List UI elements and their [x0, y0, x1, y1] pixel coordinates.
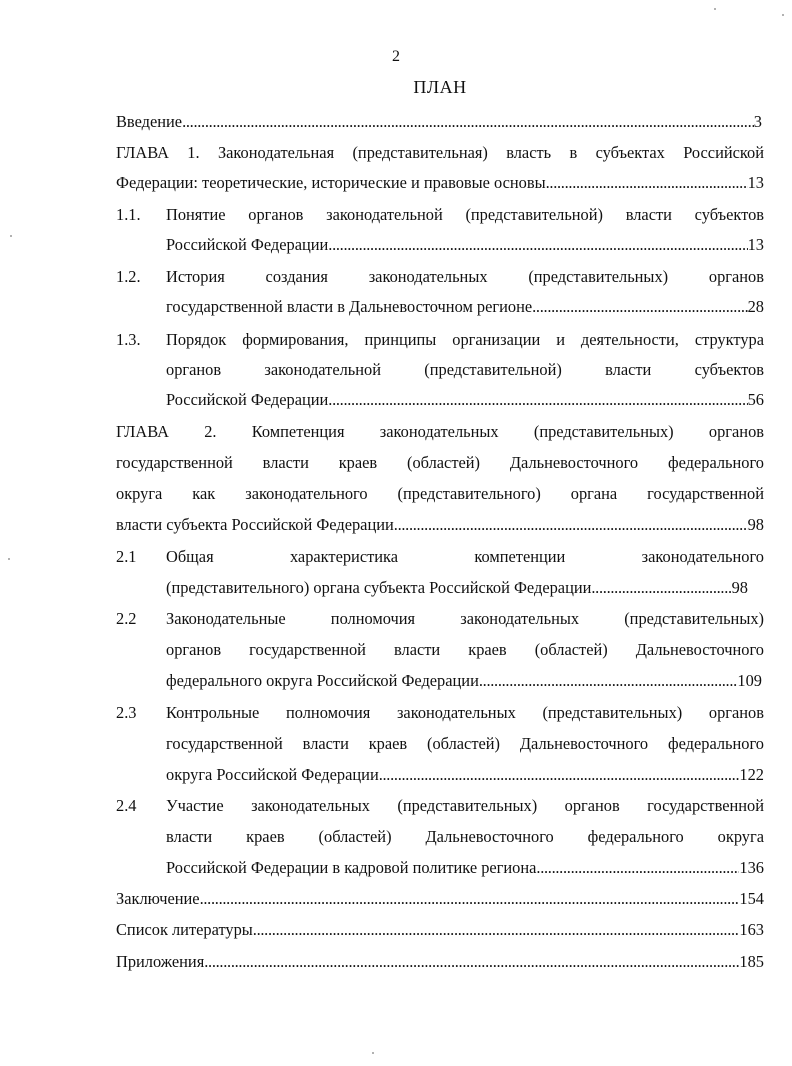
toc-entry-text: округа Российской Федерации	[166, 765, 379, 784]
toc-chapter-2	[116, 514, 764, 536]
leader-dots	[479, 670, 738, 692]
toc-entry-appendix	[116, 951, 764, 973]
toc-entry-text: Введение	[116, 112, 183, 131]
toc-chapter-2-line: ГЛАВА 2. Компетенция законодательных (представительных) органов	[116, 422, 764, 441]
toc-page-number: 3	[753, 112, 762, 131]
toc-section-2-2-line: Законодательные полномочия законодательных (представительных)	[166, 609, 764, 628]
scan-speck	[372, 1052, 374, 1054]
toc-page-number: 98	[747, 515, 764, 534]
leader-dots	[253, 919, 740, 941]
toc-entry-text: Заключение	[116, 889, 200, 908]
toc-section-1-2	[166, 296, 764, 318]
toc-entry-text: государственной власти в Дальневосточном регионе	[166, 297, 533, 316]
toc-section-2-4-line: Участие законодательных (представительных) органов государственной	[166, 796, 764, 815]
leader-dots	[200, 888, 740, 910]
leader-dots	[204, 951, 739, 973]
toc-page-number: 136	[739, 858, 764, 877]
toc-page-number: 56	[747, 390, 764, 409]
leader-dots	[328, 234, 747, 256]
toc-chapter-2-line: округа как законодательного (представительного) органа государственной	[116, 484, 764, 503]
toc-section-1-3-line: органов законодательной (представительной) власти субъектов	[166, 360, 764, 379]
toc-section-1-3-line: Порядок формирования, принципы организации и деятельности, структура	[166, 330, 764, 349]
toc-section-2-3	[166, 764, 764, 786]
leader-dots	[182, 111, 754, 133]
toc-page-number: 13	[747, 235, 764, 254]
toc-entry-text: (представительного) органа субъекта Российской Федерации	[166, 578, 592, 597]
toc-section-1-2-line: История создания законодательных (представительных) органов	[166, 267, 764, 286]
toc-entry-text: власти субъекта Российской Федерации	[116, 515, 394, 534]
toc-chapter-1-line: ГЛАВА 1. Законодательная (представительная) власть в субъектах Российской	[116, 143, 764, 162]
toc-section-2-3-line: Контрольные полномочия законодательных (представительных) органов	[166, 703, 764, 722]
section-number: 2.3	[116, 703, 137, 722]
toc-section-2-2	[166, 670, 762, 692]
toc-page-number: 98	[731, 578, 748, 597]
toc-entry-intro	[116, 111, 762, 133]
page-number: 2	[392, 48, 400, 65]
toc-section-2-1-line: Общая характеристика компетенции законодательного	[166, 547, 764, 566]
toc-page-number: 185	[739, 952, 764, 971]
toc-section-1-3	[166, 389, 764, 411]
toc-page-number: 28	[747, 297, 764, 316]
toc-page-number: 122	[739, 765, 764, 784]
section-number: 2.2	[116, 609, 137, 628]
leader-dots	[546, 172, 748, 194]
scan-speck	[714, 8, 716, 10]
scan-speck	[10, 235, 12, 237]
toc-page-number: 154	[739, 889, 764, 908]
toc-entry-text: Федерации: теоретические, исторические и правовые основы	[116, 173, 546, 192]
toc-section-2-4	[166, 857, 764, 879]
leader-dots	[379, 764, 740, 786]
section-number: 2.1	[116, 547, 137, 566]
leader-dots	[591, 577, 731, 599]
leader-dots	[328, 389, 747, 411]
toc-entry-text: Приложения	[116, 952, 205, 971]
toc-section-2-4-line: власти краев (областей) Дальневосточного федерального округа	[166, 827, 764, 846]
toc-section-1-1-line: Понятие органов законодательной (представительной) власти субъектов	[166, 205, 764, 224]
toc-section-2-2-line: органов государственной власти краев (областей) Дальневосточного	[166, 640, 764, 659]
toc-entry-conclusion	[116, 888, 764, 910]
toc-entry-text: Российской Федерации	[166, 390, 329, 409]
toc-section-1-1	[166, 234, 764, 256]
toc-entry-text: Российской Федерации в кадровой политике региона	[166, 858, 537, 877]
toc-section-2-3-line: государственной власти краев (областей) Дальневосточного федерального	[166, 734, 764, 753]
scan-speck	[782, 14, 784, 16]
toc-entry-text: Список литературы	[116, 920, 253, 939]
plan-title: ПЛАН	[413, 77, 467, 97]
section-number: 1.3.	[116, 330, 141, 349]
toc-entry-text: Российской Федерации	[166, 235, 329, 254]
toc-chapter-2-line: государственной власти краев (областей) Дальневосточного федерального	[116, 453, 764, 472]
leader-dots	[536, 857, 739, 879]
section-number: 2.4	[116, 796, 137, 815]
leader-dots	[532, 296, 747, 318]
scan-speck	[8, 558, 10, 560]
section-number: 1.1.	[116, 205, 141, 224]
section-number: 1.2.	[116, 267, 141, 286]
toc-entry-text: федерального округа Российской Федерации	[166, 671, 479, 690]
leader-dots	[394, 514, 748, 536]
toc-chapter-1	[116, 172, 764, 194]
toc-entry-literature	[116, 919, 764, 941]
toc-page-number: 163	[739, 920, 764, 939]
toc-section-2-1	[166, 577, 748, 599]
toc-page-number: 13	[747, 173, 764, 192]
toc-page-number: 109	[737, 671, 762, 690]
